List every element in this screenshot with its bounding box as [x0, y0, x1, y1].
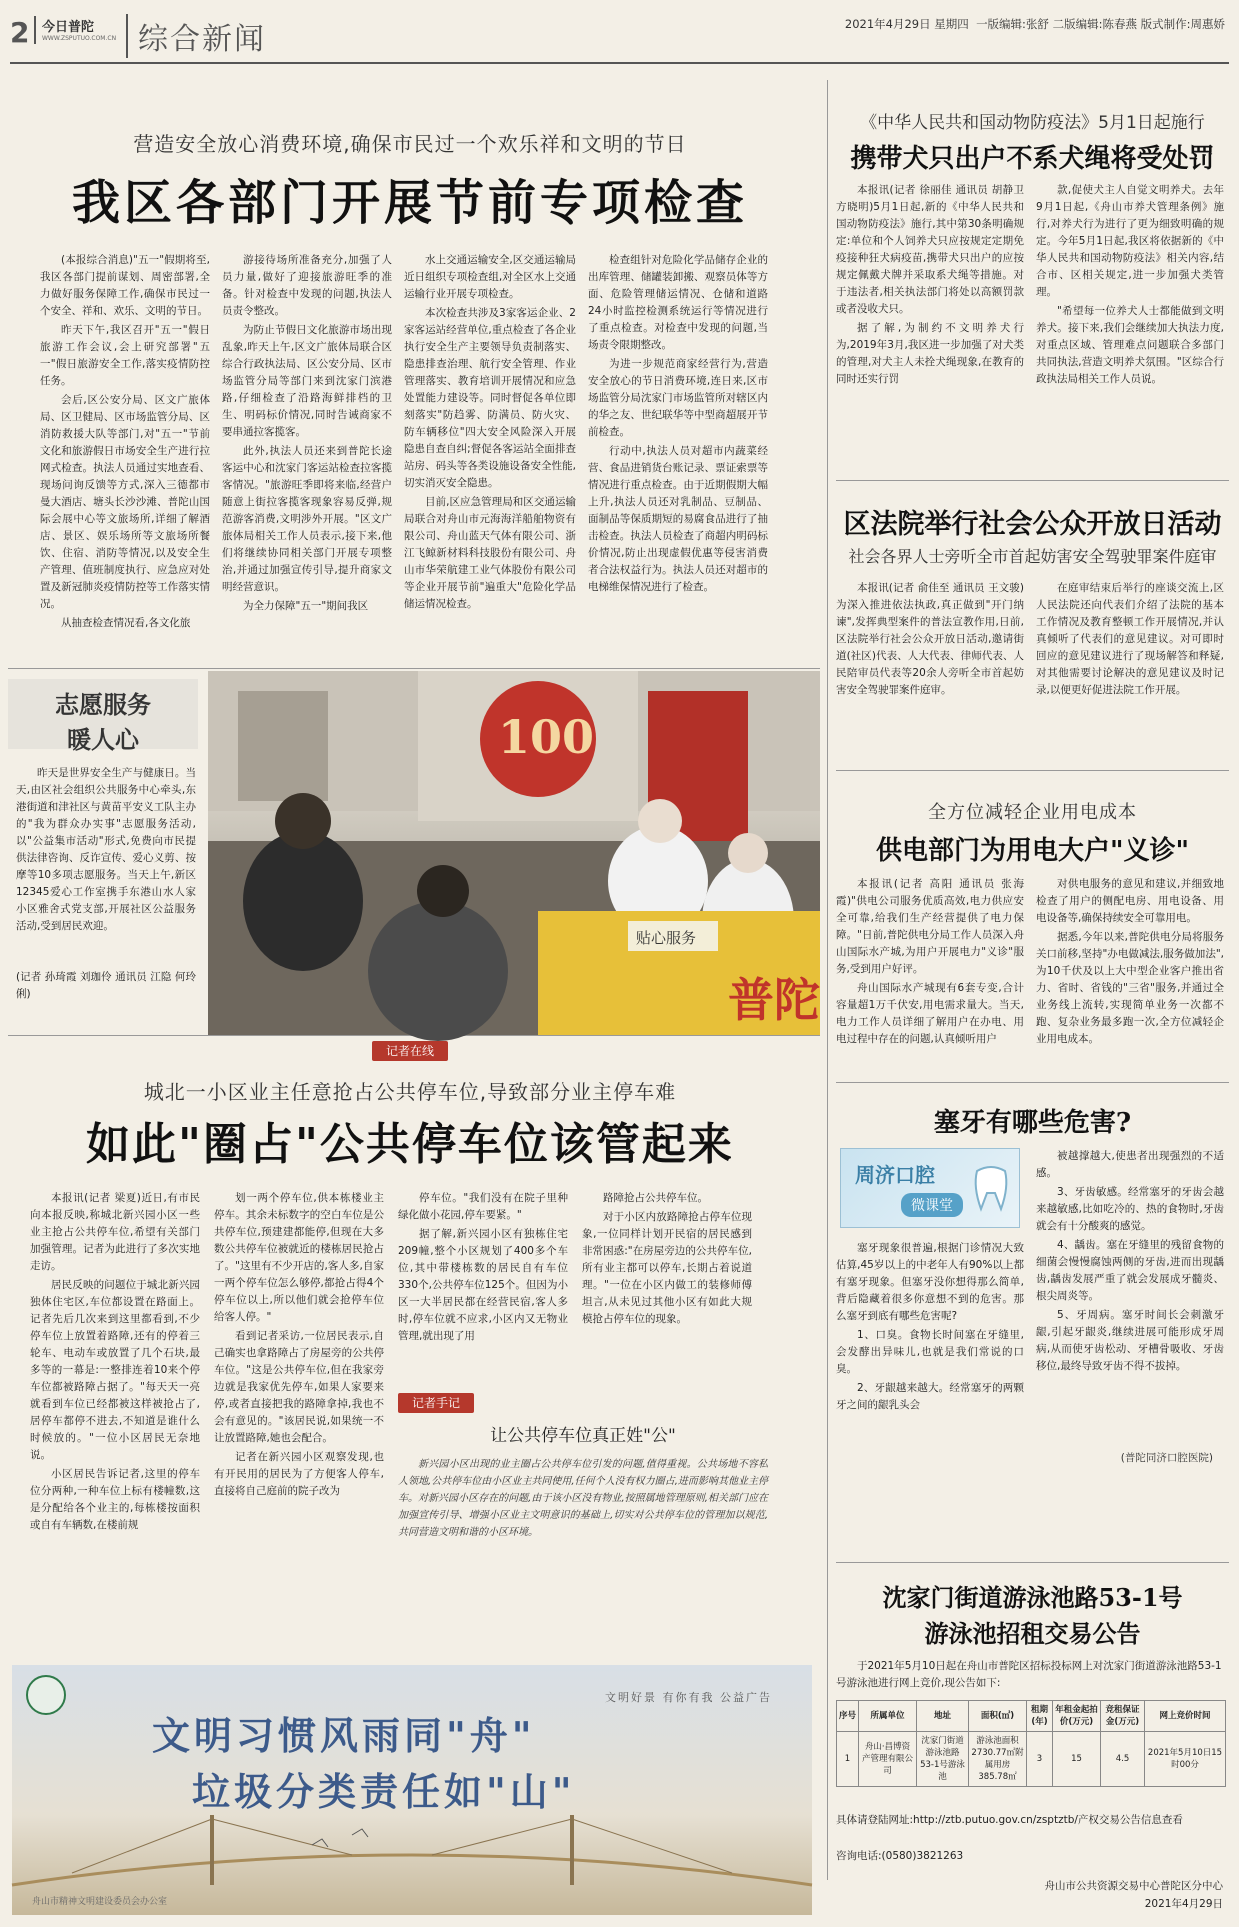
notice-table-wrap: [836, 1700, 1226, 1787]
paragraph: 舟山国际水产城现有6套专变,合计容量超1万千伏安,用电需求量大。当天,电力工作人员详细了解用户在办电、用电过程中存在的问题,认真倾听用户: [836, 982, 1024, 1045]
paper-logo: [34, 16, 117, 44]
paragraph: 2、牙龈越来越大。经常塞牙的两颗牙之间的龈乳头会: [836, 1382, 1024, 1411]
section-title: 综合新闻: [126, 14, 266, 58]
teeth-col-1: [836, 1240, 1024, 1500]
paragraph: 款,促使犬主人自觉文明养犬。去年9月1日起,《舟山市养犬管理条例》施行,对养犬行为进行了更为细致明确的规定。今年5月1日起,我区将依据新的《中华人民共和国动物防疫法》相关内容,结合市、区相关规定,进一步加强犬类管理。: [1036, 184, 1224, 298]
paragraph: 在庭审结束后举行的座谈交流上,区人民法院还向代表们介绍了法院的基本工作情况及教育整顿工作开展情况,并认真倾听了代表们的意见建议。对可即时回应的意见建议进行了现场解答和释疑,对其他需要讨论解决的意见建议及时记录,以便更好促进法院工作开展。: [1036, 582, 1224, 696]
notice-website: [836, 1812, 1226, 1829]
lead-col-2: [222, 252, 392, 612]
paper-site: WWW.ZSPUTUO.COM.CN: [42, 35, 117, 42]
right-rule-2: [836, 770, 1229, 771]
table-cell: 沈家门街道游泳池路53-1号游泳池: [917, 1732, 969, 1787]
paragraph: 昨天下午,我区召开"五一"假日旅游工作会议,会上研究部署"五一"假日旅游安全工作,落实疫情防控任务。: [40, 324, 210, 387]
date-text: 2021年4月29日 星期四: [844, 17, 969, 31]
teeth-story: [836, 1090, 1229, 1510]
ad-tagline: 文明好景 有你有我 公益广告: [605, 1691, 772, 1704]
website-label: 具体请登陆网址:: [836, 1814, 914, 1826]
power-col-2: [1036, 876, 1224, 1066]
lead-kicker: 营造安全放心消费环境,确保市民过一个欢乐祥和文明的节日: [133, 132, 687, 156]
lead-col-1: [40, 252, 210, 629]
parking-story: [30, 1040, 790, 1620]
table-header: 年租金起拍价(万元): [1053, 1701, 1101, 1732]
paragraph: 据了解,为制约不文明养犬行为,2019年3月,我区进一步加强了对犬类的管理,对犬主人未拴犬绳现象,在教育的同时还实行罚: [836, 322, 1024, 385]
paragraph: 据悉,今年以来,普陀供电分局将服务关口前移,坚持"办电做减法,服务做加法",为10千伏及以上大中型企业客户推出省力、省时、省钱的"三省"服务,并通过全业务线上流转,实现简单业务一次都不跑、复杂业务最多跑一次,全方位减轻企业用电成本。: [1036, 931, 1224, 1045]
teeth-banner: [840, 1148, 1020, 1228]
paragraph: 水上交通运输安全,区交通运输局近日组织专项检查组,对全区水上交通运输行业开展专项检查。: [404, 254, 576, 300]
phone-label: 咨询电话:: [836, 1850, 882, 1862]
volunteer-title: [8, 679, 198, 754]
paragraph: (本报综合消息)"五一"假期将至,我区各部门提前谋划、周密部署,全力做好服务保障工作,确保市民过一个安全、祥和、欢乐、文明的节日。: [40, 254, 210, 317]
paper-name: 今日普陀: [42, 20, 95, 35]
table-cell: 4.5: [1101, 1732, 1145, 1787]
paragraph: 本报讯(记者 俞佳至 通讯员 王文骏)为深入推进依法执政,真正做到"开门纳谏",发挥典型案件的普法宣教作用,日前,区法院举行社会公众开放日活动,邀请街道(社区)代表、人大代表、律师代表、人民陪审员代表等20余人旁听全市首起妨害安全驾驶罪案件庭审。: [836, 582, 1024, 696]
paragraph: 为进一步规范商家经营行为,营造安全放心的节日消费环境,连日来,区市场监管分局沈家门市场监管所对辖区内的华之友、世纪联华等中型商超展开节前检查。: [588, 358, 768, 438]
public-ad: [12, 1665, 812, 1915]
paragraph: 从抽查检查情况看,各文化旅: [61, 617, 191, 629]
ad-line-2: 垃圾分类责任如"山": [192, 1769, 576, 1814]
reporter-note: [398, 1392, 768, 1612]
table-cell: 1: [837, 1732, 859, 1787]
dog-col-2: [1036, 182, 1224, 478]
dog-story: [836, 98, 1229, 498]
power-headline: 供电部门为用电大户"义诊": [875, 836, 1190, 866]
parking-headline: 如此"圈占"公共停车位该管起来: [86, 1119, 734, 1170]
svg-text:100: 100: [498, 710, 595, 764]
date-line: [845, 16, 1225, 32]
volunteer-story: [8, 668, 820, 1036]
court-subhead: 社会各界人士旁听全市首起妨害安全驾驶罪案件庭审: [848, 547, 1217, 566]
paragraph: 此外,执法人员还来到普陀长途客运中心和沈家门客运站检查拉客揽客情况。"旅游旺季即将来临,经营户随意上街拉客揽客现象容易反弹,规范游客消费,文明涉外开展。"区文广旅体局相关工作人员表示,接下来,他们将继续协同相关部门开展专项整治,并通过加强宣传引导,提升商家文明经营意识。: [222, 445, 392, 593]
paragraph: 3、牙齿敏感。经常塞牙的牙齿会越来越敏感,比如吃冷的、热的食物时,牙齿就会有十分酸爽的感觉。: [1036, 1186, 1224, 1232]
ad-footer: 舟山市精神文明建设委员会办公室: [32, 1897, 168, 1907]
table-header: 所属单位: [859, 1701, 917, 1732]
parking-tag: 记者在线: [372, 1041, 448, 1061]
lead-col-3: [404, 252, 576, 610]
table-cell: 2021年5月10日15时00分: [1145, 1732, 1226, 1787]
table-header: 序号: [837, 1701, 859, 1732]
paragraph: 本次检查共涉及3家客运企业、2家客运站经营单位,重点检查了各企业执行安全生产主要领导负责制落实、隐患排查治理、航行安全管理、作业管理落实、教育培训开展情况和应急处置能力建设等。同时督促各单位即刻落实"防趋雾、防满员、防火灾、防车辆移位"四大安全风险深入开展隐患自查自纠;督促各客运站全面排查站房、码头等各类设施设备安全性能,切实消灭安全隐患。: [404, 307, 576, 489]
note-body: 新兴园小区出现的业主圈占公共停车位引发的问题,值得重视。公共场地不容私人领地,公共停车位由小区业主共同使用,任何个人没有权力圈占,进而影响其他业主停车。对新兴园小区存在的问题,由于该小区没有物业,按照属地管理原则,相关部门应在加强宣传引导、增强小区业主文明意识的基础上,切实对公共停车位的管理加以规范,共同营造文明和谐的小区环境。: [398, 1459, 768, 1538]
paragraph: 本报讯(记者 徐丽佳 通讯员 胡静卫 方晓明)5月1日起,新的《中华人民共和国动物防疫法》施行,其中第30条明确规定:单位和个人饲养犬只应按规定定期免疫接种狂犬病疫苗,携带犬只出户的应按规定佩戴犬牌并采取系犬绳等措施。对于违法者,相关执法部门将处以高额罚款或者没收犬只。: [836, 184, 1024, 315]
paragraph: 被越撑越大,使患者出现强烈的不适感。: [1036, 1150, 1224, 1179]
lead-col-4: [588, 252, 768, 602]
paragraph: 停车位。"我们没有在院子里种绿化做小花园,停车要紧。": [398, 1192, 568, 1221]
notice-phone: [836, 1848, 963, 1863]
paragraph: 本报讯(记者 高阳 通讯员 张海霞)"供电公司服务优质高效,电力供应安全可靠,给我们生产经营提供了电力保障。"日前,普陀供电分局工作人员深入舟山国际水产城,为用户开展电力"义诊"服务,受到用户好评。: [836, 878, 1024, 975]
volunteer-credit: [16, 969, 196, 1009]
notice-org: 舟山市公共资源交易中心普陀区分中心: [1044, 1880, 1223, 1892]
masthead: [0, 0, 1239, 66]
parking-col-4: [582, 1190, 752, 1380]
column-divider: [827, 80, 828, 1880]
dog-col-1: [836, 182, 1024, 478]
photo-banner-text: 普陀: [728, 973, 820, 1027]
photo-credit: (记者 孙琦霞 刘珈伶 通讯员 江隐 何玲俐): [16, 971, 196, 1000]
volunteer-title-line2: 暖人心: [67, 725, 139, 754]
court-col-2: [1036, 580, 1224, 750]
paragraph: 划一两个停车位,供本栋楼业主停车。其余未标数字的空白车位是公共停车位,预建建都能停,但现在大多数公共停车位被就近的楼栋居民抢占了。"这里有不少开店的,客人多,自家一两个停车位怎么够停,都抢占得4个停车位以上,所以他们就会抢停车位给客人停。": [214, 1192, 384, 1323]
lead-headline: 我区各部门开展节前专项检查: [71, 175, 748, 231]
page-number: 2: [10, 16, 30, 49]
dog-kicker: 《中华人民共和国动物防疫法》5月1日起施行: [860, 113, 1205, 133]
table-cell: 15: [1053, 1732, 1101, 1787]
lead-story: [40, 98, 780, 629]
paragraph: 为防止节假日文化旅游市场出现乱象,昨天上午,区文广旅体局联合区综合行政执法局、区公安分局、区市场监管分局等部门来到沈家门滨港路,仔细检查了沿路海鲜排档的卫生、明码标价情况,同时告诫商家不要串通拉客揽客。: [222, 324, 392, 438]
paragraph: 4、龋齿。塞在牙缝里的残留食物的细菌会慢慢腐蚀两侧的牙齿,进而出现龋齿,龋齿发展严重了就会发展成牙髓炎、根尖周炎等。: [1036, 1239, 1224, 1302]
rental-notice: [836, 1572, 1229, 1922]
notice-headline-2: 游泳池招租交易公告: [924, 1619, 1141, 1648]
paragraph: 看到记者采访,一位居民表示,自己确实也拿路障占了房屋旁的公共停车位。"这是公共停车位,但在我家旁边就是我家优先停车,如果人家要来停,或者直接把我的路障拿掉,我也不会有意见的。"该居民说,如果统一不让放置路障,她也会配合。: [214, 1330, 384, 1444]
paragraph: 1、口臭。食物长时间塞在牙缝里,会发酵出异味儿,也就是我们常说的口臭。: [836, 1329, 1024, 1375]
paragraph: 行动中,执法人员对超市内蔬菜经营、食品进销货台账记录、票证索票等情况进行重点检查。由于近期假期大幅上升,执法人员还对乳制品、豆制品、面制品等保质期短的易腐食品进行了抽击检查。执法人员检查了商超内明码标价情况,防止出现虚假优惠等侵害消费者合法权益行为。执法人员还对超市的电梯维保情况进行了检查。: [588, 445, 768, 593]
ad-logo: [26, 1675, 66, 1715]
table-header: 竞租保证金(万元): [1101, 1701, 1145, 1732]
table-cell: 舟山·昌博资产管理有限公司: [859, 1732, 917, 1787]
paragraph: 路障抢占公共停车位。: [603, 1192, 708, 1204]
parking-kicker: 城北一小区业主任意抢占公共停车位,导致部分业主停车难: [143, 1080, 677, 1104]
paragraph: 居民反映的问题位于城北新兴园独体住宅区,车位都设置在路面上。记者先后几次来到这里都看到,不少停车位上放置着路障,还有的停着三轮车、电动车或放置了几个石块,最多等的一幕是:一整排连着10来个停车位都被路障占据了。"每天天一亮就看到车位已经都被这样被抢占了,居停车都停不进去,不知道是谁什么时候放的。"一位小区居民无奈地说。: [30, 1279, 200, 1461]
paragraph: 对于小区内放路障抢占停车位现象,一位同样计划开民宿的居民感到非常困惑:"在房屋旁边的公共停车位,所有业主都可以停车,长期占着说道理。"一位在小区内做工的装修师傅坦言,从未见过其他小区有如此大规模抢占停车位的现象。: [582, 1211, 752, 1325]
table-header: 地址: [917, 1701, 969, 1732]
paragraph: 目前,区应急管理局和区交通运输局联合对舟山市元海海洋船舶物资有限公司、舟山蓝天气体有限公司、浙江飞鲸新材料科技股份有限公司、舟山市华荣航建工业气体股份有限公司等企业开展节前"遍重大"危险化学品储运情况检查。: [404, 496, 576, 610]
table-header-row: [837, 1701, 1226, 1732]
website-link[interactable]: http://ztb.putuo.gov.cn/zsptztb/产权交易公告信息查看: [913, 1814, 1183, 1826]
volunteer-photo: [208, 671, 820, 1035]
power-story: [836, 780, 1229, 1070]
right-rule-3: [836, 1082, 1229, 1083]
paragraph: 游接待场所准备充分,加强了人员力量,做好了迎接旅游旺季的准备。针对检查中发现的问题,执法人员责令整改。: [222, 254, 392, 317]
notice-table: [836, 1700, 1226, 1787]
paragraph: 记者在新兴园小区观察发现,也有开民用的居民为了方便客人停车,直接将自己庭前的院子改为: [214, 1451, 384, 1497]
paragraph: 为全力保障"五一"期间我区: [243, 600, 369, 612]
power-col-1: [836, 876, 1024, 1066]
teeth-headline: 塞牙有哪些危害?: [933, 1108, 1132, 1138]
notice-date: 2021年4月29日: [1144, 1898, 1223, 1910]
paragraph: 塞牙现象很普遍,根据门诊情况大致估算,45岁以上的中老年人有90%以上都有塞牙现象。但塞牙没你想得那么简单,背后隐藏着很多你意想不到的危害。那么塞牙到底有哪些危害呢?: [836, 1242, 1024, 1322]
note-title: 让公共停车位真正姓"公": [490, 1426, 676, 1446]
volunteer-body: [16, 765, 196, 965]
parking-col-2: [214, 1190, 384, 1610]
table-header: 网上竞价时间: [1145, 1701, 1226, 1732]
note-tag-wrap: [398, 1392, 768, 1411]
parking-col-3: [398, 1190, 568, 1380]
phone-number: (0580)3821263: [881, 1850, 964, 1862]
notice-intro: 于2021年5月10日起在舟山市普陀区招标投标网上对沈家门街道游泳池路53-1号游泳池进行网上竞价,现公告如下:: [836, 1660, 1222, 1689]
parking-tag-wrap: [30, 1040, 790, 1059]
right-rule-4: [836, 1562, 1229, 1563]
table-header: 面积(㎡): [969, 1701, 1027, 1732]
table-row: [837, 1732, 1226, 1787]
paragraph: 本报讯(记者 梁夏)近日,有市民向本报反映,称城北新兴园小区一些业主抢占公共停车位,希望有关部门加强管理。记者为此进行了多次实地走访。: [30, 1192, 200, 1272]
teeth-credit: (普陀同济口腔医院): [1120, 1452, 1213, 1464]
editors-text: 一版编辑:张舒 二版编辑:陈春燕 版式制作:周惠娇: [976, 17, 1225, 31]
notice-headline-1: 沈家门街道游泳池路53-1号: [882, 1583, 1183, 1612]
teeth-banner-main: 周济口腔: [855, 1163, 935, 1187]
table-header: 租期(年): [1027, 1701, 1053, 1732]
court-headline: 区法院举行社会公众开放日活动: [843, 509, 1222, 540]
volunteer-photo-art: [208, 671, 820, 1035]
masthead-rule: [10, 62, 1229, 64]
tooth-icon: [971, 1163, 1011, 1213]
teeth-banner-sub: 微课堂: [901, 1193, 963, 1217]
table-cell: 3: [1027, 1732, 1053, 1787]
photo-sign-text: 贴心服务: [636, 929, 697, 947]
court-col-1: [836, 580, 1024, 750]
volunteer-title-line1: 志愿服务: [55, 690, 151, 719]
court-story: [836, 490, 1229, 760]
teeth-col-2: [1036, 1148, 1224, 1448]
paragraph: 小区居民告诉记者,这里的停车位分两种,一种车位上标有楼幢数,这是分配给各个业主的,每栋楼按面积或自有车辆数,在楼前规: [30, 1468, 200, 1531]
right-rule-1: [836, 480, 1229, 481]
paragraph: "希望每一位养犬人士都能做到文明养犬。接下来,我们会继续加大执法力度,对重点区域、管理难点问题联合多部门共同执法,营造文明养犬氛围。"区综合行政执法局相关工作人员说。: [1036, 305, 1224, 385]
paragraph: 据了解,新兴园小区有独栋住宅209幢,整个小区规划了400多个车位,其中带楼栋数的居民自有车位330个,公共停车位125个。但因为小区一大半居民都在经营民宿,客人多时,停车位就不应求,小区内又无物业管理,就出现了用: [398, 1228, 568, 1342]
paragraph: 5、牙周病。塞牙时间长会刺激牙龈,引起牙龈炎,继续进展可能形成牙周病,从而使牙齿松动、牙槽骨吸收、牙齿移位,最终导致牙齿不得不拔掉。: [1036, 1309, 1224, 1372]
paragraph: 检查组针对危险化学品储存企业的出库管理、储罐装卸搬、观察员体等方面、危险管理储运情况、仓储和道路24小时监控检测系统运行等情况进行了重点检查。对检查中发现的问题,当场责令限期整改。: [588, 254, 768, 351]
paragraph: 会后,区公安分局、区文广旅体局、区卫健局、区市场监管分局、区消防救援大队等部门,对"五一"节前文化和旅游假日市场安全生产进行拉网式检查。执法人员通过实地查看、现场问询反馈等方式,深入三德都市曼大酒店、塘头长沙沙滩、普陀山国际会展中心等文旅场所,详细了解酒店、景区、娱乐场所等文旅场所餐饮、住宿、消防等情况,以及安全生产管理、值班制度执行、应急应对处置及新冠肺炎疫情防控等工作落实情况。: [40, 394, 210, 610]
parking-col-1: [30, 1190, 200, 1610]
table-cell: 游泳池面积2730.77㎡附属用房385.78㎡: [969, 1732, 1027, 1787]
paragraph: 昨天是世界安全生产与健康日。当天,由区社会组织公共服务中心牵头,东港街道和津社区与黄苗平安义工队主办的"我为群众办实事"志愿服务活动,以"公益集市活动"形式,免费向市民提供法律咨询、反诈宣传、爱心义剪、按摩等10多项志愿服务。当天上午,新区12345爱心工作室携手东港山水人家小区雅舍式党支部,开展社区公益服务活动,受到居民欢迎。: [16, 767, 196, 932]
power-kicker: 全方位减轻企业用电成本: [928, 802, 1137, 823]
note-tag: 记者手记: [398, 1393, 474, 1413]
paragraph: 对供电服务的意见和建议,并细致地检查了用户的侧配电房、用电设备、用电设备等,确保持续安全可靠用电。: [1036, 878, 1224, 924]
dog-headline: 携带犬只出户不系犬绳将受处罚: [850, 144, 1215, 174]
ad-line-1: 文明习惯风雨同"舟": [152, 1713, 536, 1758]
